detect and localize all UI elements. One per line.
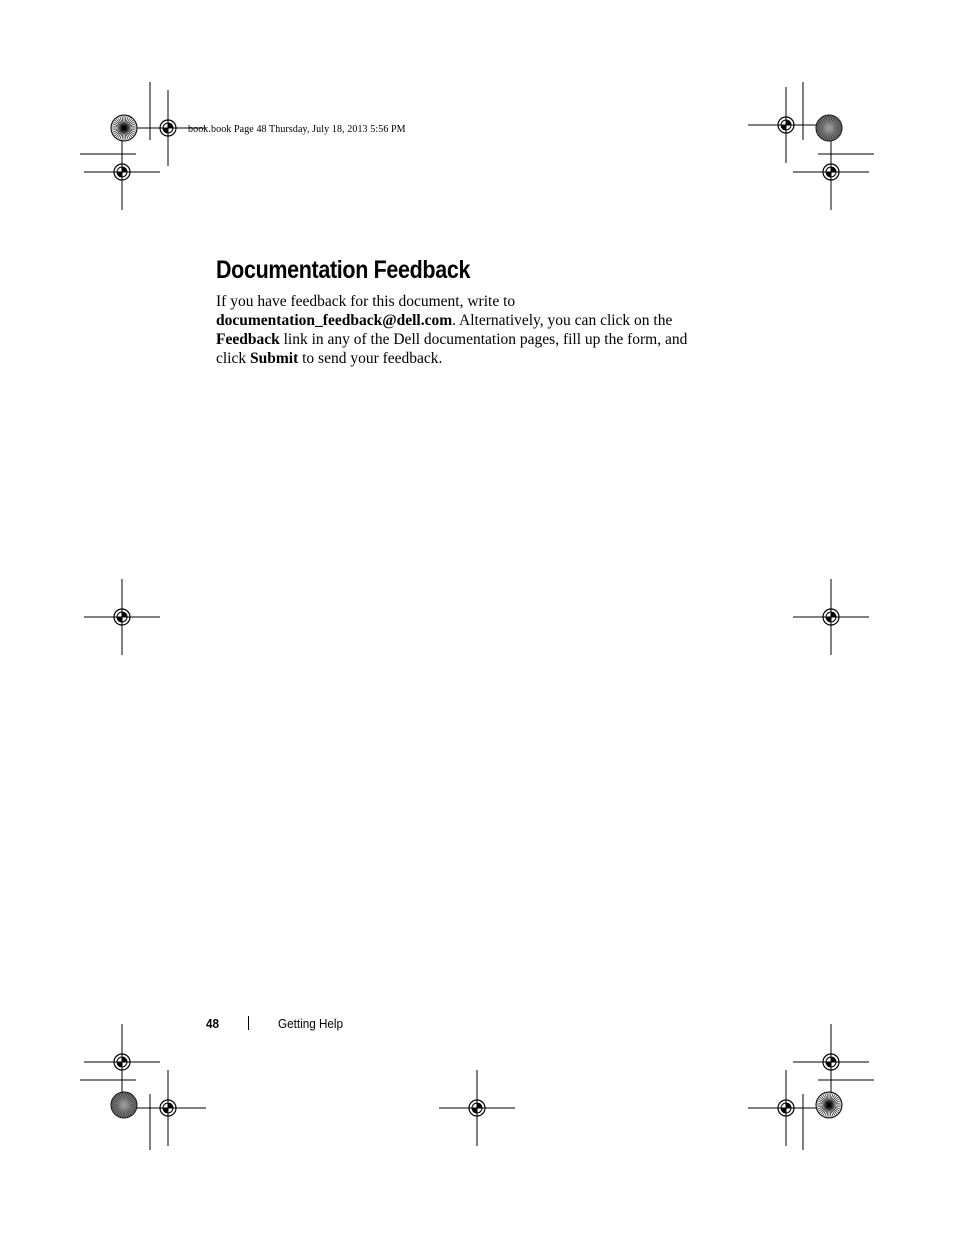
paragraph-text-2: . Alternatively, you can click on the: [452, 312, 673, 329]
registration-star: [111, 115, 137, 141]
registration-crosshair: [793, 1024, 869, 1100]
feedback-paragraph: [216, 292, 716, 368]
registration-crosshair: [748, 1070, 824, 1146]
page-title: Documentation Feedback: [216, 256, 471, 284]
paragraph-text-4: to send your feedback.: [298, 350, 443, 367]
registration-crosshair: [84, 579, 160, 655]
registration-crosshair: [439, 1070, 515, 1146]
footer-separator: [248, 1016, 249, 1030]
registration-star: [111, 1092, 137, 1118]
registration-crosshair: [793, 579, 869, 655]
registration-crosshair: [130, 1070, 206, 1146]
registration-crosshair: [748, 87, 824, 163]
feedback-link-word: Feedback: [216, 331, 280, 348]
feedback-email: documentation_feedback@dell.com: [216, 312, 453, 329]
paragraph-text-3: link in any of the Dell documentation pages, fill up the form, and click: [216, 331, 688, 367]
registration-star: [816, 1092, 842, 1118]
document-slug: book.book Page 48 Thursday, July 18, 2013 5:56 PM: [188, 124, 406, 135]
page-number: 48: [206, 1016, 220, 1031]
registration-crosshair: [84, 134, 160, 210]
paragraph-text-1: If you have feedback for this document, write to: [216, 293, 516, 310]
footer-section-title: Getting Help: [278, 1016, 344, 1031]
submit-word: Submit: [250, 350, 299, 367]
registration-star: [816, 115, 842, 141]
registration-crosshair: [84, 1024, 160, 1100]
registration-crosshair: [793, 134, 869, 210]
